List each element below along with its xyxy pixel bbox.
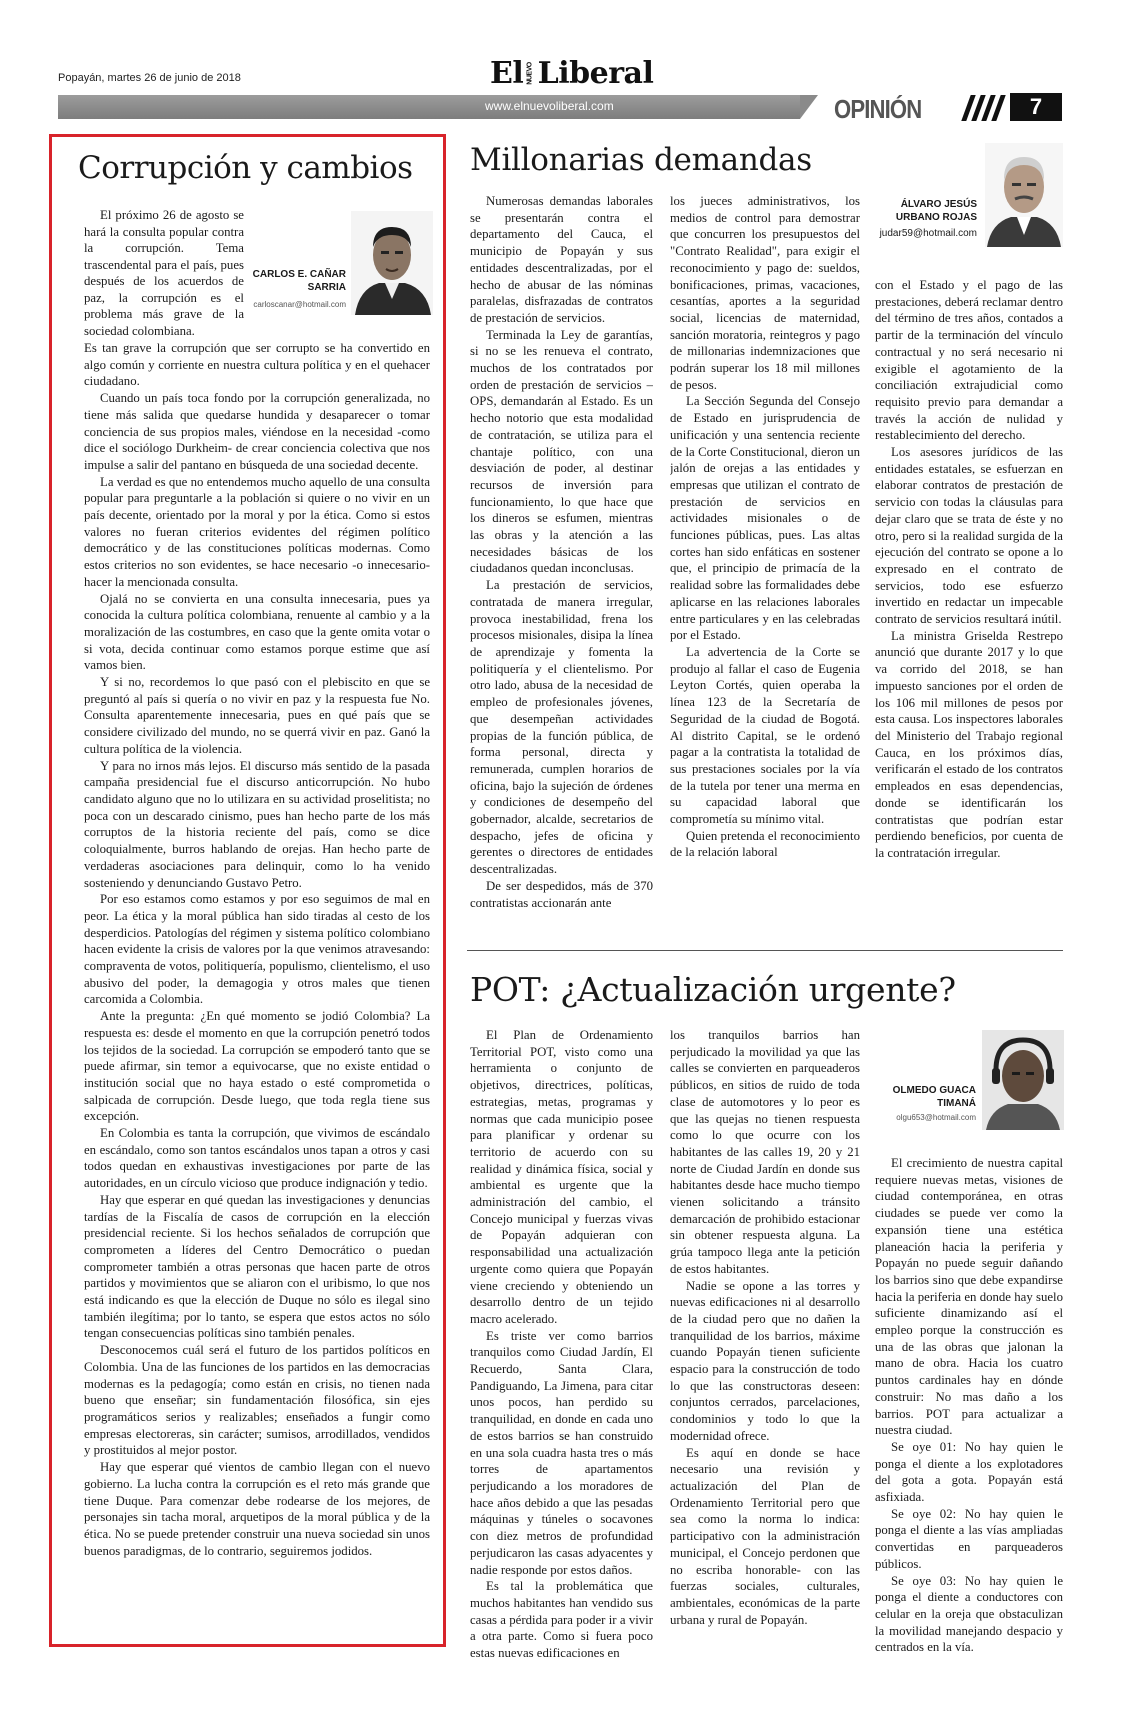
paragraph: El Plan de Ordenamiento Territorial POT, visto como una herramienta o conjunto de objetivos, directrices, políticas, estrategias, metas, programas y normas que cada municipio posee para planificar y ordenar su territorio de acuerdo con su realidad y dinámica física, social y ambiental es urgente que la administración del cambio, el Concejo municipal y fuerzas vivas de Popayán adquieran con responsabilidad una actualización urgente como quiera que Popayán viene creciendo y obteniendo un desarrollo dentro de un tejido macro acelerado. [470, 1028, 653, 1326]
paragraph: El crecimiento de nuestra capital requiere nuevas metas, visiones de ciudad contemporánea, en otras ciudades se puede ver como la expansión tiene una estética planeación hacia la periferia y Popayán no puede seguir dañando los barrios sino que debe expandirse hacia la periferia en donde hay suelo suficiente dinamizando así el empleo porque la construcción es una de las obras que jalonan la mano de obra. Hacia los cuatro puntos cardinales hay en dónde construir: No mas daño a los barrios. POT para actualizar a nuestra ciudad. [875, 1156, 1063, 1438]
site-url[interactable]: www.elnuevoliberal.com [485, 99, 614, 113]
author-photo [351, 211, 433, 315]
paragraph: Es tal la problemática que muchos habitantes han vendido sus casas a pérdida para poder ir a vivir a otra parte. Como si fuera poco estas nuevas edificaciones en [470, 1579, 653, 1661]
logo-small: NUEVO [526, 62, 534, 85]
paragraph: Numerosas demandas laborales se presentarán contra el departamento del Cauca, el municipio de Popayán y sus entidades descentralizadas, por el hecho de abusar de las nóminas paralelas, disfrazadas de contratos de prestación de servicios. [470, 194, 653, 325]
paragraph: Desconocemos cuál será el futuro de los partidos políticos en Colombia. Una de las funciones de los partidos en las democracias modernas es la pedagogía; como están en crisis, no tienen nada bueno que enseñar; sin fundamentación filosófica, sin ejes programáticos serios y realizables; enseñados a fungir como empresas electoreras, sin carácter; sumisos, arrodillados, vendidos y prostituidos al mejor postor. [84, 1343, 430, 1458]
paragraph: Quien pretenda el reconocimiento de la relación laboral [670, 828, 860, 860]
article-column [470, 1027, 653, 1663]
paragraph: Terminada la Ley de garantías, si no se les renueva el contrato, muchos de los contratados por orden de prestación de servicios – OPS, demandarán al Estado. Es un hecho notorio que esta modalidad de contratación, se utiliza para el chantaje político, con una desviación de poder, al destinar recursos de inversión para funcionamiento, lo que hace que los dineros se esfumen, mientras las obras y la atención a las necesidades básicas de los ciudadanos quedan inconclusas. [470, 327, 653, 576]
paragraph: Cuando un país toca fondo por la corrupción generalizada, no tiene más salida que quedarse hundida y desaparecer o tomar conciencia de sus propios males, viéndose en la necesidad -como dice el sociólogo Durkheim- de crear conciencia colectiva que nos impulse a salir del pantano en búsqueda de una sociedad decente. [84, 391, 430, 472]
paragraph: Hay que esperar en qué quedan las investigaciones y denuncias tardías de la Fiscalía de casos de corrupción en la elección presidencial reciente. Si los hechos señalados de corrupción que comprometen a líderes del Centro Democrático o puedan comprometer también a otras personas que hacen parte de otros partidos y movimientos que se aliaron con el uribismo, lo que nos está indicando es que la elección de Duque no sólo es ilegal sino también ilegítima; por lo tanto, se espera que estos actos no sólo tengan consecuencias políticas sino también penales. [84, 1192, 430, 1341]
paragraph: Se oye 03: No hay quien le ponga el diente a conductores con celular en la oreja que obstaculizan la movilidad manejando despacio y centrados en la vía. [875, 1573, 1063, 1655]
paragraph: los tranquilos barrios han perjudicado la movilidad ya que las calles se convierten en parqueaderos públicos, en sitios de ruido de toda clase de automotores y lo peor es que las quejas no tienen respuesta como lo que ocurre con los habitantes de las calles 19, 20 y 21 norte de Ciudad Jardín en donde sus habitantes desde hace mucho tiempo vienen solicitando a tránsito demarcación de prohibido estacionar sin obtener respuesta alguna. La grúa tampoco llega ante la petición de estos habitantes. [670, 1028, 860, 1276]
paragraph: Es triste ver como barrios tranquilos como Ciudad Jardín, El Recuerdo, Santa Clara, Pandiguando, La Jimena, para citar unos pocos, han perdido su tranquilidad, en donde en cada uno de estos barrios se han construido en una sola cuadra hasta tres o más torres de apartamentos perjudicando a los moradores de hace años debido a que las pesadas máquinas y túneles o socavones con diez metros de profundidad perjudicaron las casas adyacentes y nadie responde por estos daños. [470, 1328, 653, 1577]
article-title: Millonarias demandas [470, 142, 812, 178]
paragraph: Es tan grave la corrupción que ser corrupto se ha convertido en algo común y corriente en nuestra cultura política y en el quehacer ciudadano. [84, 341, 430, 389]
article-title: POT: ¿Actualización urgente? [470, 970, 956, 1009]
article-column [670, 193, 860, 921]
paragraph: La ministra Griselda Restrepo anunció que durante 2017 y lo que va corrido del 2018, se han impuesto sanciones por el orden de los 106 mil millones de pesos por esta causa. Los inspectores laborales del Ministerio del Trabajo regional Cauca, en los próximos días, verificarán el estado de los contratos empleados en esas dependencias, donde se identificarán los contratistas que podrían estar perdiendo beneficios, por cuenta de la contratación irregular. [875, 628, 1063, 860]
dateline: Popayán, martes 26 de junio de 2018 [58, 72, 241, 84]
section-stripes [962, 95, 1008, 121]
header-bar [58, 95, 800, 119]
paragraph: Hay que esperar qué vientos de cambio llegan con el nuevo gobierno. La lucha contra la corrupción es el reto más grande que tiene Duque. Para comenzar debe rodearse de los mejores, de personajes sin tacha moral, arquetipos de la moral pública y de la ética. No se puede pretender construir una nueva sociedad sin unos buenos paradigmas, de lo contrario, seguiremos jodidos. [84, 1460, 430, 1558]
article-column [875, 277, 1063, 921]
paragraph: Por eso estamos como estamos y por eso seguimos de mal en peor. La ética y la moral pública han sido tiradas al cesto de los desperdicios. Patologías del régimen y sistema político colombiano hacen evidente la crisis de valores por la que venimos atravesando: compraventa de votos, politiquería, populismo, clientelismo, el uso abusivo del poder, la demagogia y otros males que tienen carcomida a Colombia. [84, 892, 430, 1007]
newspaper-logo[interactable] [490, 56, 653, 91]
paragraph: De ser despedidos, más de 370 contratistas accionarán ante [470, 878, 653, 910]
paragraph: La advertencia de la Corte se produjo al fallar el caso de Eugenia Leyton Cortés, quien operaba la línea 123 de la Secretaría de Seguridad de la ciudad de Bogotá. Al distrito Capital, se le ordenó pagar a la contratista la totalidad de sus prestaciones sociales por la vía de la tutela por tener una merma en su capacidad laboral que comprometía su mínimo vital. [670, 644, 860, 827]
paragraph: Ojalá no se convierta en una consulta innecesaria, pues ya conocida la cultura política colombiana, renuente al cambio y a la moralización de las costumbres, en caso que la gente omita votar o si vota, decida continuar como estamos porque estime que así vamos bien. [84, 591, 430, 673]
paragraph: Nadie se opone a las torres y nuevas edificaciones ni al desarrollo de la ciudad pero que no dañen la tranquilidad de los barrios, máxime cuando Popayán tienen suficiente espacio para la construcción de todo lo que las constructoras deseen: conjuntos cerrados, parcelaciones, condominios y todo lo que la modernidad ofrece. [670, 1278, 860, 1443]
author-name: CARLOS E. CAÑAR SARRIA [252, 269, 346, 293]
page-number: 7 [1010, 93, 1062, 121]
paragraph: Ante la pregunta: ¿En qué momento se jodió Colombia? La respuesta es: desde el momento en que la corrupción penetró todos los tejidos de la sociedad. La corrupción se empoderó tanto que se puede afirmar, sin temor a equivocarse, que no existe entidad o institución social que no haya estado o esté comprometida o salpicada de corrupción. Desde luego, que toda regla tiene sus excepción. [84, 1009, 430, 1124]
article-lead: El próximo 26 de agosto se hará la consulta popular contra la corrupción. Tema trascendental para el país, pues después de los acuerdos de paz, la corrupción es el problema más grave de la sociedad colombiana. [84, 208, 244, 338]
logo-main: Liberal [537, 56, 654, 91]
article-divider [467, 950, 1063, 951]
author-email[interactable]: judar59@hotmail.com [879, 228, 977, 239]
section-label: OPINIÓN [834, 94, 922, 124]
paragraph: Se oye 02: No hay quien le ponga el diente a las vías ampliadas convertidas en parqueaderos públicos. [875, 1506, 1063, 1571]
author-name: ÁLVARO JESÚS URBANO ROJAS [895, 199, 977, 223]
article-body [84, 340, 430, 1635]
author-photo [985, 143, 1063, 247]
paragraph: La verdad es que no entendemos mucho aquello de una consulta popular para preguntarle a la población si quiere o no vivir en un país decente, orientado por la moral y por la ética. Como si estos valores no fueran criterios evidentes del régimen político democrático y de las constituciones políticas modernas. Como estos criterios no son evidentes, se hace necesario -o innecesario- hacer la mencionada consulta. [84, 474, 430, 589]
paragraph: los jueces administrativos, los medios de control para demostrar que concurren los presupuestos del "Contrato Realidad", para exigir el reconocimiento y pago de: sueldos, bonificaciones, primas, vacaciones, cesantías, aportes a la seguridad social, licencias de maternidad, sanción moratoria, reintegros y pago de millonarias indemnizaciones que podrán superar los 18 mil millones de pesos. [670, 194, 860, 392]
article-title: Corrupción y cambios [78, 150, 413, 186]
author-name: OLMEDO GUACA TIMANÁ [892, 1085, 976, 1109]
author-email[interactable]: carloscanar@hotmail.com [253, 300, 346, 309]
paragraph: En Colombia es tanta la corrupción, que vivimos de escándalo en escándalo, como son tantos escándalos unos tapan a otros y casi todos quedan en exhaustivas investigaciones por parte de las autoridades, en un círculo vicioso que produce indignación y tedio. [84, 1126, 430, 1191]
paragraph: Y si no, recordemos lo que pasó con el plebiscito en que se preguntó al país si quería o no vivir en paz y la respuesta fue No. Consulta aparentemente innecesaria, pues en qué país que se considere civilizado del mundo, no se querrá vivir en paz. Ganó la cultura política de la violencia. [84, 675, 430, 756]
header-bar-tip [800, 95, 818, 119]
article-column [875, 1155, 1063, 1663]
author-photo [982, 1030, 1064, 1130]
paragraph: La Sección Segunda del Consejo de Estado en jurisprudencia de unificación y una sentencia reciente de la Corte Constitucional, dieron un jalón de orejas a las entidades y empresas que utilizan el contrato de prestación de servicios en actividades misionales o de funciones públicas, pues. Las altas cortes han sido enfáticas en sostener que, el principio de primacía de la realidad sobre las formalidades debe aplicarse en las relaciones laborales entre particulares y en las celebradas por el Estado. [670, 394, 860, 643]
article-column [470, 193, 653, 921]
paragraph: Y para no irnos más lejos. El discurso más sentido de la pasada campaña presidencial fue el discurso anticorrupción. No hubo candidato alguno que no lo utilizara en su actividad proselitista; no poca con un descarado cinismo, pues han hecho parte de los más corruptos de la historia reciente del país, como se dice coloquialmente, burros hablando de orejas. Han hecho parte de verdaderas asociaciones para delinquir, como lo ha venido sosteniendo y denunciando Gustavo Petro. [84, 758, 430, 890]
paragraph: La prestación de servicios, contratada de manera irregular, provoca inestabilidad, frena los procesos misionales, disipa la línea de aprendizaje y fomenta la politiquería y el clientelismo. Por otro lado, abusa de la necesidad de empleo de profesionales jóvenes, que desempeñan actividades propias de la función pública, de forma personal, directa y remunerada, cumplen horarios de oficina, bajo la sujeción de órdenes y condiciones de desempeño del gobernador, alcalde, secretarios de despacho, jefes de oficina y gerentes o directores de entidades descentralizadas. [470, 578, 653, 877]
paragraph: Los asesores jurídicos de las entidades estatales, se esfuerzan en elaborar contratos de prestación de servicio con todas la cláusulas para dejar claro que se trata de éste y no otro, pero si la realidad surgida de la ejecución del contrato se opone a lo expresado en el contrato de servicios, todo ese esfuerzo invertido en redactar un impecable contrato de servicios resultará inútil. [875, 445, 1063, 627]
paragraph: con el Estado y el pago de las prestaciones, deberá reclamar dentro del término de tres años, contados a partir de la terminación del vínculo contractual y no será necesario ni exigible el agotamiento de la conciliación extrajudicial como requisito previo para demandar a través la acción de nulidad y restablecimiento del derecho. [875, 278, 1063, 443]
paragraph: Es aquí en donde se hace necesario una revisión y actualización del Plan de Ordenamiento Territorial pero que sea como la norma lo indica: participativo con la administración municipal, el Concejo perdonen que no escriba honorable- con las fuerzas sociales, culturales, ambientales, económicas de la parte urbana y rural de Popayán. [670, 1445, 860, 1627]
logo-prefix: El [490, 56, 524, 91]
article-column [670, 1027, 860, 1663]
paragraph: Se oye 01: No hay quien le ponga el diente a los explotadores del gota a gota. Popayán está asfixiada. [875, 1439, 1063, 1505]
author-email[interactable]: olgu653@hotmail.com [896, 1113, 976, 1122]
